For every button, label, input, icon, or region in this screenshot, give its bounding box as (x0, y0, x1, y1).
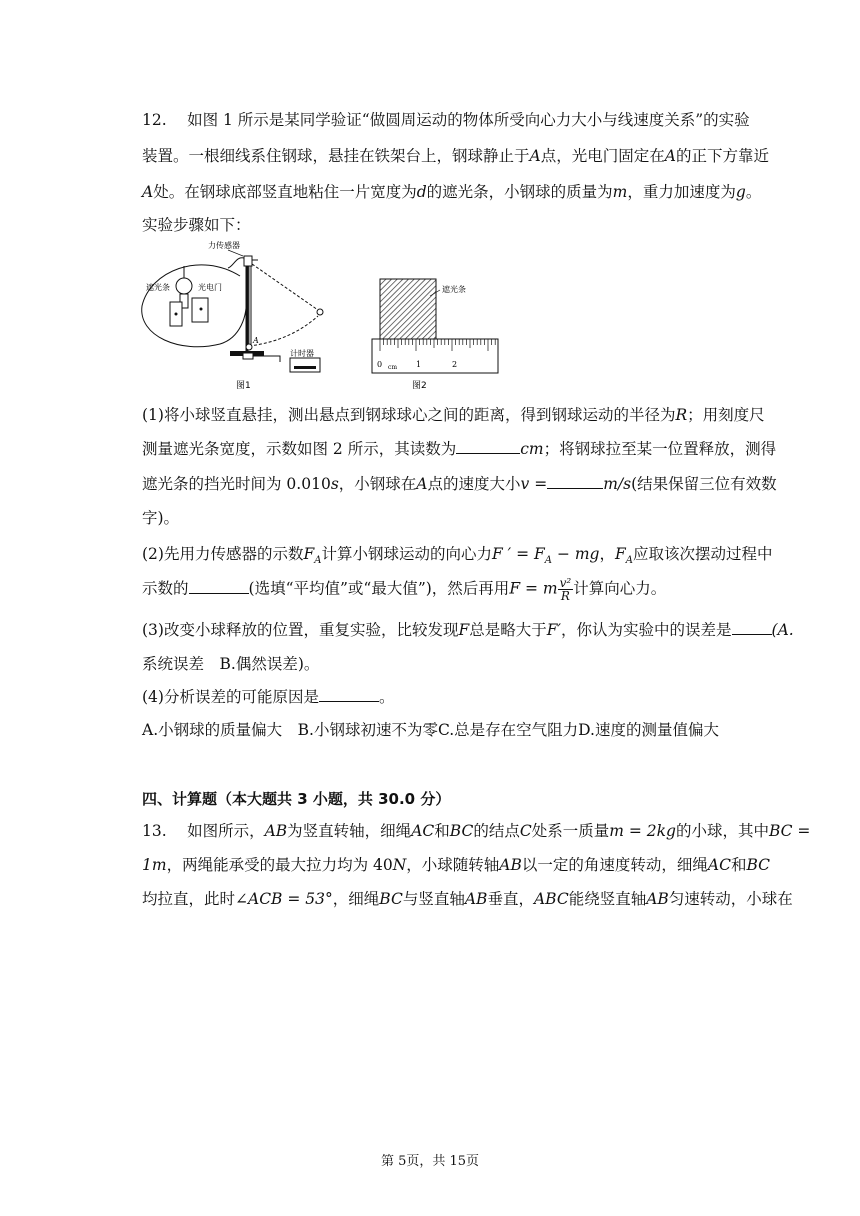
q12-line2: 装置。一根细线系住钢球，悬挂在铁架台上，钢球静止于A点，光电门固定在A的正下方靠近 (142, 147, 769, 165)
step1-line1: (1)将小球竖直悬挂，测出悬点到钢球球心之间的距离，得到钢球运动的半径为R；用刻度尺 (142, 406, 765, 424)
figure-2 (372, 279, 498, 391)
section-heading-calculation: 四、计算题（本大题共 3 小题，共 30.0 分） (142, 790, 451, 808)
q13-line2: 1m，两绳能承受的最大拉力均为 40N，小球随转轴AB以一定的角速度转动，细绳AC和BC (142, 856, 771, 874)
step1-line4: 字)。 (142, 509, 180, 527)
label-point-A: A (253, 336, 259, 345)
step1-line2: 测量遮光条宽度，示数如图 2 所示，其读数为 cm；将钢球拉至某一位置释放，测得 (142, 440, 777, 458)
label-light-strip: 遮光条 (146, 283, 170, 292)
step2-line2: 示数的 (选填“平均值”或“最大值”)，然后再用F = m $\frac{\text{v²}}{R}$ 计算向心力。 (142, 576, 667, 603)
figure-2-caption: 图2 (412, 381, 427, 391)
step2-line1: (2)先用力传感器的示数$F_A$计算小钢球运动的向心力F ′ = $F_A$ − mg，$F_A$应取该次摆动过程中 (142, 545, 773, 567)
answer-blank-width[interactable] (456, 439, 520, 454)
step3-line1: (3)改变小球释放的位置，重复实验，比较发现F总是略大于F′，你认为实验中的误差是 (A. (142, 621, 794, 639)
label-timer: 计时器 (290, 349, 314, 358)
q13-line3: 均拉直，此时∠ACB = 53°，细绳BC与竖直轴AB垂直，ABC能绕竖直轴AB匀速转动，小球在 (142, 890, 793, 908)
label-strip-fig2: 遮光条 (442, 285, 466, 294)
step1-line3: 遮光条的挡光时间为 0.010s，小钢球在A点的速度大小v = m/s(结果保留三位有效数 (142, 475, 777, 493)
step4-line1: (4)分析误差的可能原因是 。 (142, 688, 395, 706)
label-photogate: 光电门 (198, 283, 222, 292)
figure-1 (142, 240, 323, 391)
ruler-tick-1: 1 (416, 360, 422, 369)
step4-options: A.小钢球的质量偏大 B.小钢球初速不为零C.总是存在空气阻力D.速度的测量值偏大 (142, 721, 719, 739)
q13-line1: 13. 如图所示，AB为竖直转轴，细绳AC和BC的结点C处系一质量m = 2kg的小球，其中BC = (142, 822, 811, 840)
q12-line1: 12. 如图 1 所示是某同学验证“做圆周运动的物体所受向心力大小与线速度关系”的实验 (142, 111, 750, 129)
step3-line2: 系统误差 B.偶然误差)。 (142, 655, 320, 673)
experiment-figures (140, 236, 510, 396)
answer-blank-speed[interactable] (547, 474, 603, 489)
answer-blank-error-cause[interactable] (319, 687, 379, 702)
answer-blank-value-type[interactable] (189, 579, 249, 594)
ruler-unit: cm (388, 364, 398, 371)
label-force-sensor: 力传感器 (208, 241, 240, 250)
ruler-tick-2: 2 (452, 360, 458, 369)
answer-blank-error-type[interactable] (732, 620, 772, 635)
q12-line4: 实验步骤如下： (142, 216, 251, 234)
ruler-tick-0: 0 (377, 360, 383, 369)
page-footer: 第 5页，共 15页 (380, 1154, 480, 1169)
v2-over-R-fraction: $\frac{\text{v²}}{R}$ (559, 576, 572, 603)
q12-line3: A处。在钢球底部竖直地粘住一片宽度为d的遮光条，小钢球的质量为m，重力加速度为g。 (142, 183, 762, 201)
figure-1-caption: 图1 (236, 381, 251, 391)
